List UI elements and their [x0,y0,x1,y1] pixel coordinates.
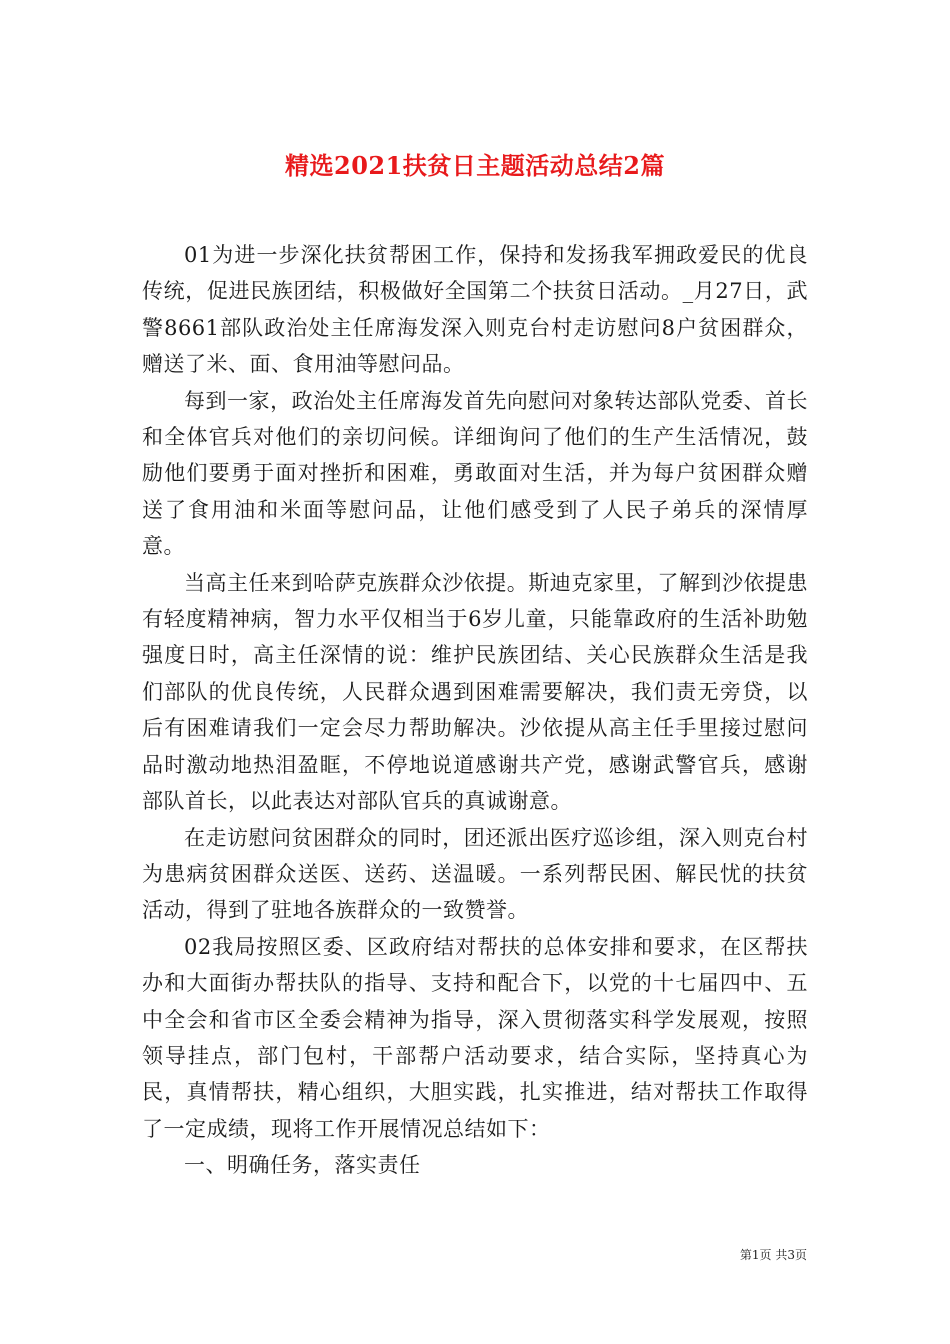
paragraph-3: 当高主任来到哈萨克族群众沙依提。斯迪克家里，了解到沙依提患有轻度精神病，智力水平仅相当于6岁儿童，只能靠政府的生活补助勉强度日时，高主任深情的说：维护民族团结、关心民族群众生活是我们部队的优良传统，人民群众遇到困难需要解决，我们责无旁贷，以后有困难请我们一定会尽力帮助解决。沙依提从高主任手里接过慰问品时激动地热泪盈眶，不停地说道感谢共产党，感谢武警官兵，感谢部队首长，以此表达对部队官兵的真诚谢意。 [142,570,808,814]
paragraph-5: 02我局按照区委、区政府结对帮扶的总体安排和要求，在区帮扶办和大面街办帮扶队的指导、支持和配合下，以党的十七届四中、五中全会和省市区全委会精神为指导，深入贯彻落实科学发展观，按照领导挂点，部门包村，干部帮户活动要求，结合实际，坚持真心为民，真情帮扶，精心组织，大胆实践，扎实推进，结对帮扶工作取得了一定成绩，现将工作开展情况总结如下： [142,934,808,1141]
page-number: 第1页 共3页 [739,1248,807,1262]
paragraph-1: 01为进一步深化扶贫帮困工作，保持和发扬我军拥政爱民的优良传统，促进民族团结，积极做好全国第二个扶贫日活动。_月27日，武警8661部队政治处主任席海发深入则克台村走访慰问8户贫困群众，赠送了米、面、食用油等慰问品。 [142,243,808,377]
section-heading: 一、明确任务，落实责任 [184,1153,421,1178]
paragraph-2: 每到一家，政治处主任席海发首先向慰问对象转达部队党委、首长和全体官兵对他们的亲切问候。详细询问了他们的生产生活情况，鼓励他们要勇于面对挫折和困难，勇敢面对生活，并为每户贫困群众赠送了食用油和米面等慰问品，让他们感受到了人民子弟兵的深情厚意。 [142,388,808,559]
article-body [142,237,808,1184]
paragraph-4: 在走访慰问贫困群众的同时，团还派出医疗巡诊组，深入则克台村为患病贫困群众送医、送药、送温暖。一系列帮民困、解民忧的扶贫活动，得到了驻地各族群众的一致赞誉。 [142,825,808,923]
document-title: 精选2021扶贫日主题活动总结2篇 [285,151,665,181]
